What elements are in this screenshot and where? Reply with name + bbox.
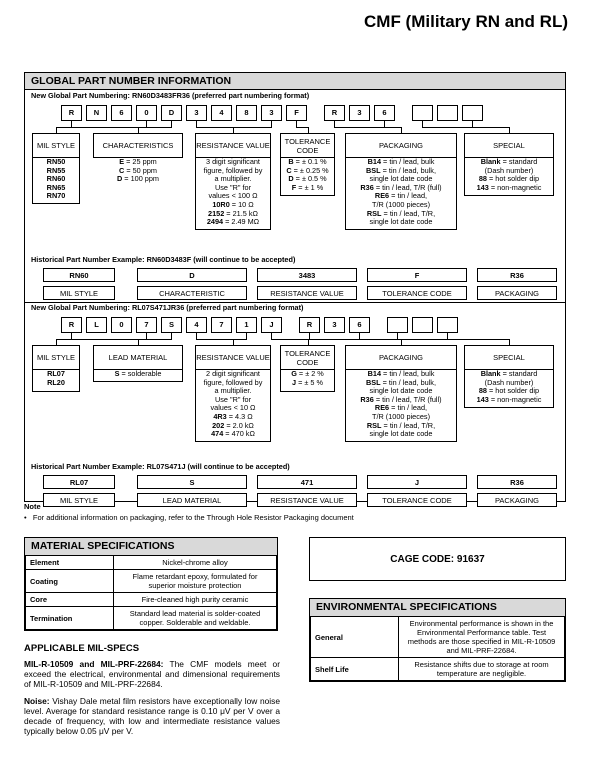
connector-line bbox=[422, 127, 510, 128]
cage-code: CAGE CODE: 91637 bbox=[309, 537, 566, 581]
rl-resistance-values-line: 202 = 2.0 kΩ bbox=[212, 420, 254, 430]
rl-milstyle-values-line: RL07 bbox=[47, 369, 65, 378]
part-number-box bbox=[412, 317, 433, 333]
rl-resistance-values-line: a multiplier. bbox=[214, 386, 252, 396]
milspecs-paragraph-2 bbox=[24, 696, 280, 736]
rn-milstyle-values-line: RN55 bbox=[46, 165, 66, 175]
historical-label: RESISTANCE VALUE bbox=[257, 493, 357, 507]
rn-packaging-values-line: BSL = tin / lead, bulk, bbox=[366, 165, 436, 175]
note-text: • For additional information on packaging, refer to the Through Hole Resistor Packaging document bbox=[24, 513, 354, 522]
historical-label: TOLERANCE CODE bbox=[367, 493, 467, 507]
rn-resistance-frame bbox=[195, 133, 271, 230]
environmental-header: ENVIRONMENTAL SPECIFICATIONS bbox=[310, 599, 565, 616]
connector-line bbox=[196, 339, 247, 340]
connector-line bbox=[56, 127, 147, 128]
rn-special-values-line: Blank = standard bbox=[480, 157, 538, 166]
historical-value: J bbox=[367, 475, 467, 489]
historical-label: MIL STYLE bbox=[43, 493, 115, 507]
part-number-box: 6 bbox=[374, 105, 395, 121]
connector-line bbox=[397, 339, 510, 340]
historical-heading: Historical Part Number Example: RL07S471J (will continue to be accepted) bbox=[31, 462, 290, 471]
historical-label: TOLERANCE CODE bbox=[367, 286, 467, 300]
rn-tolerance-frame bbox=[280, 133, 335, 196]
material-key: Element bbox=[26, 556, 114, 570]
part-number-box: 0 bbox=[136, 105, 157, 121]
rl-packaging-frame bbox=[345, 345, 457, 442]
field-label: SPECIAL bbox=[464, 133, 554, 158]
rn-packaging-values-line: single lot date code bbox=[369, 174, 433, 184]
material-header: MATERIAL SPECIFICATIONS bbox=[25, 538, 277, 555]
part-number-box: R bbox=[299, 317, 320, 333]
part-number-box: R bbox=[61, 317, 82, 333]
part-number-box: R bbox=[61, 105, 82, 121]
rn-packaging-values-line: R36 = tin / lead, T/R (full) bbox=[360, 182, 442, 192]
environmental-key: Shelf Life bbox=[311, 658, 399, 681]
field-label: TOLERANCE CODE bbox=[280, 345, 335, 370]
rn-resistance-values-line: 10R0 = 10 Ω bbox=[212, 199, 254, 209]
part-number-box: D bbox=[161, 105, 182, 121]
historical-heading: Historical Part Number Example: RN60D3483F (will continue to be accepted) bbox=[31, 255, 296, 264]
rl-resistance-values-line: Use "R" for bbox=[215, 394, 251, 404]
connector-line bbox=[138, 339, 172, 340]
field-label: PACKAGING bbox=[345, 345, 457, 370]
part-number-box bbox=[412, 105, 433, 121]
environmental-row bbox=[311, 658, 565, 681]
part-number-box: 7 bbox=[136, 317, 157, 333]
connector-line bbox=[271, 339, 309, 340]
part-number-box: R bbox=[324, 105, 345, 121]
rl-resistance-frame bbox=[195, 345, 271, 442]
historical-label: PACKAGING bbox=[477, 493, 557, 507]
rn-resistance-values-line: a multiplier. bbox=[214, 174, 252, 184]
environmental-table bbox=[310, 616, 565, 681]
environmental-row bbox=[311, 617, 565, 658]
field-label: RESISTANCE VALUE bbox=[195, 133, 271, 158]
rl-resistance-values-line: 474 = 470 kΩ bbox=[211, 429, 255, 439]
part-number-box: 3 bbox=[186, 105, 207, 121]
rn-special-values-line: 143 = non-magnetic bbox=[476, 182, 542, 192]
rl-packaging-values-line: T/R (1000 pieces) bbox=[372, 411, 430, 421]
historical-label: CHARACTERISTIC bbox=[137, 286, 247, 300]
material-value: Standard lead material is solder-coated copper. Solderable and weldable. bbox=[114, 607, 277, 630]
rn-packaging-values-line: B14 = tin / lead, bulk bbox=[367, 157, 435, 166]
environmental-value: Environmental performance is shown in the Environmental Performance table. Test methods are those specified in MIL-R-10509 and MIL-PRF-22684. bbox=[399, 617, 565, 658]
rl-special-values-line: (Dash number) bbox=[484, 377, 534, 387]
connector-line bbox=[309, 339, 402, 340]
part-numbering-heading: New Global Part Numbering: RL07S471JR36 (preferred part numbering format) bbox=[31, 303, 304, 312]
environmental-specifications bbox=[309, 598, 566, 682]
note-text-content: For additional information on packaging, refer to the Through Hole Resistor Packaging document bbox=[32, 513, 354, 522]
part-number-box: 3 bbox=[349, 105, 370, 121]
rl-resistance-values-line: figure, followed by bbox=[203, 377, 263, 387]
rl-special-values-line: 88 = hot solder dip bbox=[478, 386, 540, 396]
milspecs-p1-text: The CMF models meet or exceed the electrical, environmental and dimensional requirements of MIL-R-10509 and MIL-PRF-22684. bbox=[24, 659, 280, 689]
historical-value: S bbox=[137, 475, 247, 489]
rn-special-values-line: 88 = hot solder dip bbox=[478, 174, 540, 184]
part-number-box: 3 bbox=[324, 317, 345, 333]
part-number-box bbox=[437, 105, 458, 121]
part-number-box: 4 bbox=[211, 105, 232, 121]
rl-packaging-values-line: R36 = tin / lead, T/R (full) bbox=[360, 394, 442, 404]
historical-value: RL07 bbox=[43, 475, 115, 489]
part-number-box: 0 bbox=[111, 317, 132, 333]
connector-line bbox=[196, 127, 272, 128]
rn-packaging-values-line: RE6 = tin / lead, bbox=[374, 191, 428, 201]
part-number-box: 6 bbox=[349, 317, 370, 333]
rl-tolerance-values-line: G = ± 2 % bbox=[291, 369, 324, 378]
historical-label: MIL STYLE bbox=[43, 286, 115, 300]
rl-packaging-values-line: single lot date code bbox=[369, 386, 433, 396]
rn-tolerance-values-line: F = ± 1 % bbox=[291, 182, 324, 192]
rl-lead-frame bbox=[93, 345, 183, 382]
connector-line bbox=[56, 339, 147, 340]
rn-packaging-values-line: single lot date code bbox=[369, 217, 433, 227]
rl-special-values-line: 143 = non-magnetic bbox=[476, 394, 542, 404]
part-number-box: 7 bbox=[211, 317, 232, 333]
historical-value: R36 bbox=[477, 475, 557, 489]
part-number-box: J bbox=[261, 317, 282, 333]
historical-value: 3483 bbox=[257, 268, 357, 282]
milspecs-p2-bold: Noise: bbox=[24, 696, 50, 706]
rn-milstyle-values-line: RN70 bbox=[46, 191, 66, 201]
milspecs-title: APPLICABLE MIL-SPECS bbox=[24, 643, 140, 654]
rn-milstyle-values-line: RN60 bbox=[46, 174, 66, 184]
material-key: Coating bbox=[26, 570, 114, 593]
part-number-box: F bbox=[286, 105, 307, 121]
rn-resistance-values-line: 3 digit significant bbox=[206, 157, 260, 166]
note-title: Note bbox=[24, 502, 41, 511]
rl-resistance-values-line: 4R3 = 4.3 Ω bbox=[213, 411, 253, 421]
field-label: MIL STYLE bbox=[32, 345, 80, 370]
part-numbering-heading: New Global Part Numbering: RN60D3483FR36 (preferred part numbering format) bbox=[31, 91, 310, 100]
rn-tolerance-values-line: C = ± 0.25 % bbox=[286, 165, 329, 175]
material-row bbox=[26, 607, 277, 630]
field-label: CHARACTERISTICS bbox=[93, 133, 183, 158]
historical-label: LEAD MATERIAL bbox=[137, 493, 247, 507]
material-row bbox=[26, 570, 277, 593]
rn-resistance-values-line: values < 100 Ω bbox=[208, 191, 258, 201]
field-label: MIL STYLE bbox=[32, 133, 80, 158]
part-number-box bbox=[462, 105, 483, 121]
part-number-box bbox=[387, 317, 408, 333]
part-number-box: 4 bbox=[186, 317, 207, 333]
historical-value: D bbox=[137, 268, 247, 282]
rl-milstyle-frame bbox=[32, 345, 80, 392]
rn-resistance-values-line: 2152 = 21.5 kΩ bbox=[208, 208, 258, 218]
rn-milstyle-values-line: RN65 bbox=[46, 182, 66, 192]
rn-tolerance-values-line: D = ± 0.5 % bbox=[288, 174, 327, 184]
rl-special-values-line: Blank = standard bbox=[480, 369, 538, 378]
material-value: Nickel-chrome alloy bbox=[114, 556, 277, 570]
page-title: CMF (Military RN and RL) bbox=[364, 12, 568, 31]
rn-milstyle-values-line: RN50 bbox=[46, 157, 66, 166]
global-part-number-section bbox=[24, 72, 566, 505]
material-value: Fire-cleaned high purity ceramic bbox=[114, 593, 277, 607]
historical-value: RN60 bbox=[43, 268, 115, 282]
environmental-value: Resistance shifts due to storage at room temperature are negligible. bbox=[399, 658, 565, 681]
field-label: RESISTANCE VALUE bbox=[195, 345, 271, 370]
part-number-box: 8 bbox=[236, 105, 257, 121]
milspecs-p2-text: Vishay Dale metal film resistors have exceptionally low noise level. Average for standard resistance range is 0.10 μV per V over a decade of frequency, with low and intermediate resistance values typically below 0.05 μV per V. bbox=[24, 696, 280, 736]
rn-special-frame bbox=[464, 133, 554, 196]
rn-resistance-values-line: 2494 = 2.49 MΩ bbox=[206, 217, 260, 227]
rn-packaging-values-line: T/R (1000 pieces) bbox=[372, 199, 430, 209]
part-number-box bbox=[437, 317, 458, 333]
material-row bbox=[26, 556, 277, 570]
historical-value: R36 bbox=[477, 268, 557, 282]
connector-line bbox=[334, 127, 402, 128]
milspecs-paragraph-1 bbox=[24, 659, 280, 689]
rl-packaging-values-line: single lot date code bbox=[369, 429, 433, 439]
rn-milstyle-frame bbox=[32, 133, 80, 204]
rl-lead-values-line: S = solderable bbox=[114, 369, 162, 378]
rn-characteristics-values-line: D = 100 ppm bbox=[117, 174, 159, 184]
field-label: PACKAGING bbox=[345, 133, 457, 158]
rn-special-values-line: (Dash number) bbox=[484, 165, 534, 175]
rn-resistance-values-line: Use "R" for bbox=[215, 182, 251, 192]
rn-resistance-values-line: figure, followed by bbox=[203, 165, 263, 175]
rl-packaging-values-line: RSL = tin / lead, T/R, bbox=[366, 420, 436, 430]
historical-label: RESISTANCE VALUE bbox=[257, 286, 357, 300]
material-value: Flame retardant epoxy, formulated for superior moisture protection bbox=[114, 570, 277, 593]
global-header: GLOBAL PART NUMBER INFORMATION bbox=[25, 73, 565, 90]
rl-milstyle-values-line: RL20 bbox=[47, 377, 65, 387]
rl-resistance-values-line: 2 digit significant bbox=[206, 369, 260, 378]
part-number-box: L bbox=[86, 317, 107, 333]
global-body bbox=[25, 90, 565, 505]
rn-characteristics-values-line: E = 25 ppm bbox=[119, 157, 157, 166]
rl-resistance-values-line: values < 10 Ω bbox=[210, 403, 256, 413]
rl-packaging-values-line: BSL = tin / lead, bulk, bbox=[366, 377, 436, 387]
material-specifications bbox=[24, 537, 278, 631]
field-label: LEAD MATERIAL bbox=[93, 345, 183, 370]
rn-packaging-frame bbox=[345, 133, 457, 230]
connector-line bbox=[138, 127, 172, 128]
rn-tolerance-values-line: B = ± 0.1 % bbox=[288, 157, 327, 166]
part-number-box: 1 bbox=[236, 317, 257, 333]
material-key: Core bbox=[26, 593, 114, 607]
field-label: SPECIAL bbox=[464, 345, 554, 370]
material-table bbox=[25, 555, 277, 630]
historical-value: 471 bbox=[257, 475, 357, 489]
material-key: Termination bbox=[26, 607, 114, 630]
rl-special-frame bbox=[464, 345, 554, 408]
field-label: TOLERANCE CODE bbox=[280, 133, 335, 158]
rl-tolerance-values-line: J = ± 5 % bbox=[292, 377, 323, 387]
part-number-box: 6 bbox=[111, 105, 132, 121]
rl-packaging-values-line: RE6 = tin / lead, bbox=[374, 403, 428, 413]
rl-packaging-values-line: B14 = tin / lead, bulk bbox=[367, 369, 435, 378]
part-number-box: N bbox=[86, 105, 107, 121]
rn-packaging-values-line: RSL = tin / lead, T/R, bbox=[366, 208, 436, 218]
historical-label: PACKAGING bbox=[477, 286, 557, 300]
milspecs-p1-bold: MIL-R-10509 and MIL-PRF-22684: bbox=[24, 659, 164, 669]
rn-characteristics-values-line: C = 50 ppm bbox=[119, 165, 157, 175]
rn-characteristics-values bbox=[93, 158, 183, 184]
part-number-box: S bbox=[161, 317, 182, 333]
material-row bbox=[26, 593, 277, 607]
rl-tolerance-frame bbox=[280, 345, 335, 392]
historical-value: F bbox=[367, 268, 467, 282]
part-number-box: 3 bbox=[261, 105, 282, 121]
environmental-key: General bbox=[311, 617, 399, 658]
